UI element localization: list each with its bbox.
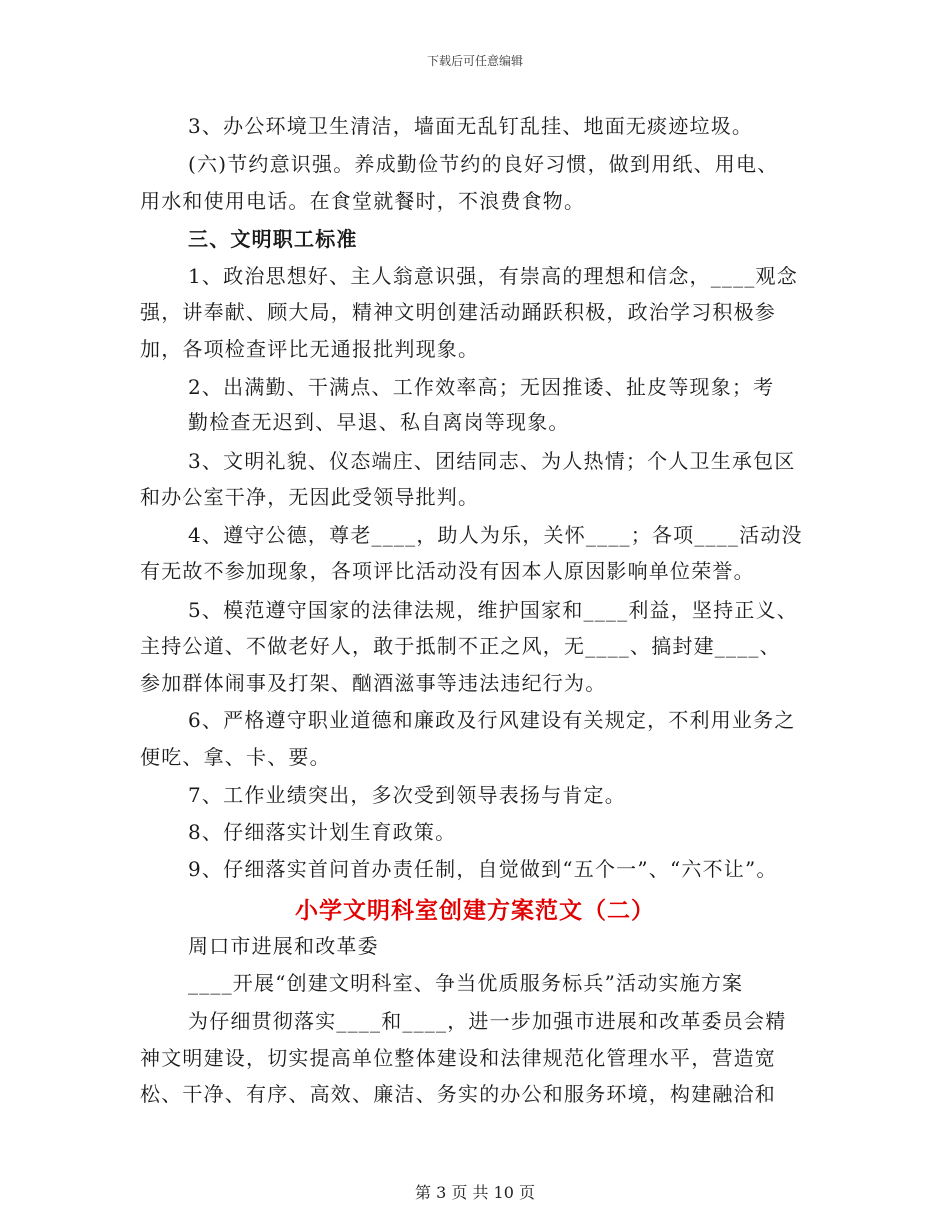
paragraph-line: 2、出满勤、干满点、工作效率高；无因推诿、扯皮等现象；考 [188, 375, 775, 399]
paragraph-line: 7、工作业绩突出，多次受到领导表扬与肯定。 [188, 783, 626, 807]
section-heading: 三、文明职工标准 [188, 227, 358, 251]
paragraph-line: 周口市进展和改革委 [188, 934, 379, 958]
paragraph-line: 为仔细贯彻落实____和____，进一步加强市进展和改革委员会精 [188, 1009, 787, 1033]
paragraph-line: 1、政治思想好、主人翁意识强，有崇高的理想和信念，____观念 [188, 264, 798, 288]
paragraph-line: 和办公室干净，无因此受领导批判。 [140, 485, 480, 509]
paragraph-line: 勤检查无迟到、早退、私自离岗等现象。 [188, 410, 570, 434]
header-note: 下载后可任意编辑 [426, 54, 523, 68]
paragraph-line: 8、仔细落实计划生育政策。 [188, 820, 457, 844]
paragraph-line: 神文明建设，切实提高单位整体建设和法律规范化管理水平，营造宽 [140, 1046, 776, 1070]
page-number: 第 3 页 共 10 页 [415, 1183, 535, 1202]
paragraph-line: 5、模范遵守国家的法律法规，维护国家和____利益，坚持正义、 [188, 598, 798, 622]
paragraph-line: 强，讲奉献、顾大局，精神文明创建活动踊跃积极，政治学习积极参 [140, 300, 776, 324]
paragraph-line: 6、严格遵守职业道德和廉政及行风建设有关规定，不利用业务之 [188, 708, 796, 732]
paragraph-line: 松、干净、有序、高效、廉洁、务实的办公和服务环境，构建融洽和 [140, 1082, 776, 1106]
paragraph-line: 3、文明礼貌、仪态端庄、团结同志、为人热情；个人卫生承包区 [188, 449, 796, 473]
paragraph-line: 便吃、拿、卡、要。 [140, 745, 331, 769]
paragraph-line: 主持公道、不做老好人，敢于抵制不正之风，无____、搞封建____、 [140, 634, 781, 658]
paragraph-line: 加，各项检查评比无通报批判现象。 [140, 337, 480, 361]
paragraph-line: ____开展“创建文明科室、争当优质服务标兵”活动实施方案 [188, 971, 744, 995]
paragraph-line: 参加群体闹事及打架、酗酒滋事等违法违纪行为。 [140, 671, 607, 695]
paragraph-line: 9、仔细落实首问首办责任制，自觉做到“五个一”、“六不让”。 [188, 857, 778, 881]
paragraph-line: 3、办公环境卫生清洁，墙面无乱钉乱挂、地面无痰迹垃圾。 [188, 114, 754, 138]
paragraph-line: 用水和使用电话。在食堂就餐时，不浪费食物。 [140, 189, 586, 213]
section-title: 小学文明科室创建方案范文（二） [295, 898, 655, 924]
paragraph-line: 4、遵守公德，尊老____，助人为乐，关怀____；各项____活动没 [188, 523, 803, 547]
paragraph-line: 有无故不参加现象，各项评比活动没有因本人原因影响单位荣誉。 [140, 559, 755, 583]
paragraph-line: (六)节约意识强。养成勤俭节约的良好习惯，做到用纸、用电、 [188, 152, 779, 176]
